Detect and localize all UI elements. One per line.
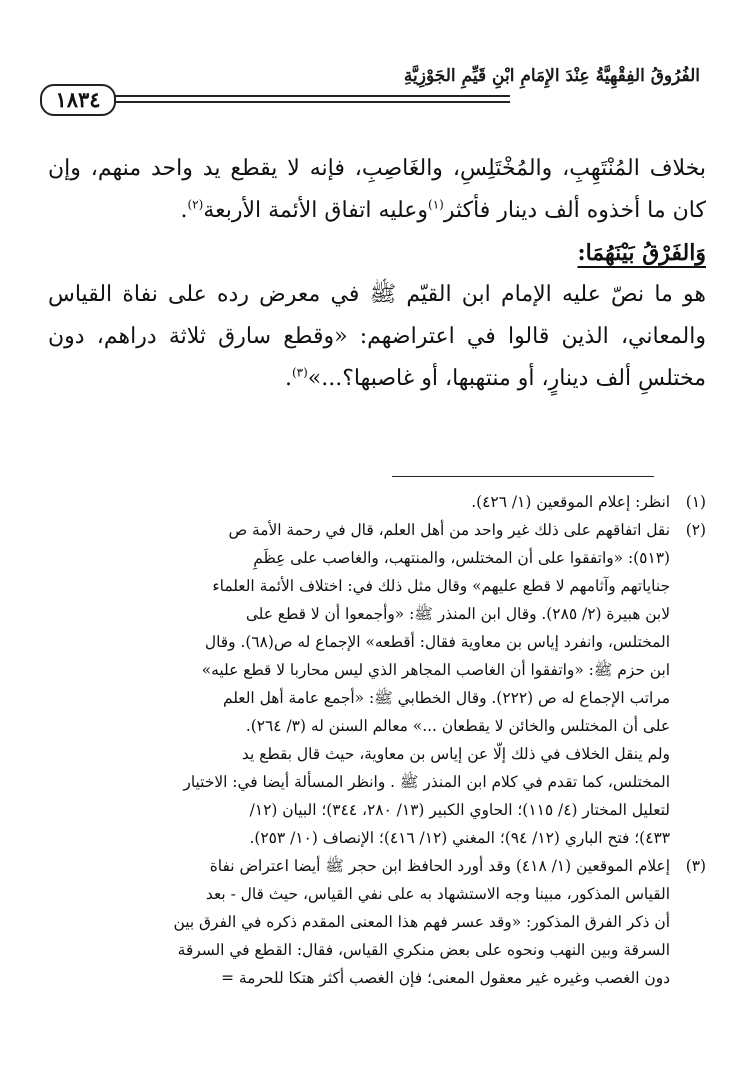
footnote-number: (٢) <box>685 521 706 539</box>
footnote-text <box>48 852 670 992</box>
footnote-number: (١) <box>685 493 706 511</box>
paragraph-1 <box>48 148 706 232</box>
paragraph-2 <box>48 274 706 400</box>
paragraph-1-text-b: وعليه اتفاق الأئمة الأربعة <box>203 198 429 223</box>
footnote-line: إعلام الموقعين (١/ ٤١٨) وقد أورد الحافظ ابن حجر ﷺ أيضا اعتراض نفاة <box>209 857 670 875</box>
footnote-line: ٤٣٣)؛ فتح الباري (١٢/ ٩٤)؛ المغني (١٢/ ٤١٦)؛ الإنصاف (١٠/ ٢٥٣). <box>249 829 670 847</box>
footnote-line: جناياتهم وآثامهم لا قطع عليهم» وقال مثل ذلك في: اختلاف الأئمة العلماء <box>212 577 670 595</box>
footnote <box>48 488 706 516</box>
footnotes <box>48 488 706 992</box>
footnote-line: نقل اتفاقهم على ذلك غير واحد من أهل العلم، قال في رحمة الأمة ص <box>228 521 670 539</box>
footnote-line: أن ذكر الفرق المذكور: «وقد عسر فهم هذا المعنى المقدم ذكره في الفرق بين <box>173 913 670 931</box>
footnote-line: المختلس، وانفرد إياس بن معاوية فقال: أقطعه» الإجماع له ص(٦٨). وقال <box>204 633 670 651</box>
footnote-ref-2[interactable]: (٢) <box>187 197 204 212</box>
footnote-line: المختلس، كما تقدم في كلام ابن المنذر ﷺ . وانظر المسألة أيضا في: الاختيار <box>183 773 670 791</box>
footnote-line: على أن المختلس والخائن لا يقطعان ...» معالم السنن له (٣/ ٢٦٤). <box>245 717 670 735</box>
footnote-line: لابن هبيرة (٢/ ٢٨٥). وقال ابن المنذر ﷺ: «وأجمعوا أن لا قطع على <box>245 605 670 623</box>
footnote-line: انظر: إعلام الموقعين (١/ ٤٢٦). <box>471 493 670 511</box>
paragraph-1-text: بخلاف المُنْتَهِبِ، والمُخْتَلِسِ، والغَاصِبِ، فإنه لا يقطع يد واحد منهم، وإن كان ما أخذوه ألف دينار فأكثر <box>48 156 706 223</box>
footnote-line: القياس المذكور، مبينا وجه الاستشهاد به على نفي القياس، حيث قال - بعد <box>205 885 670 903</box>
footnote-text <box>48 488 670 516</box>
footnote-line: ولم ينقل الخلاف في ذلك إلّا عن إياس بن معاوية، حيث قال بقطع يد <box>241 745 670 763</box>
footnote-line: مراتب الإجماع له ص (٢٢٢). وقال الخطابي ﷺ: «أجمع عامة أهل العلم <box>222 689 670 707</box>
footnote-line: ابن حزم ﷺ: «واتفقوا أن الغاصب المجاهر الذي ليس محاربا لا قطع عليه» <box>201 661 670 679</box>
paragraph-2-text: هو ما نصّ عليه الإمام ابن القيّم ﷺ في معرض رده على نفاة القياس والمعاني، الذين قالوا في اعتراضهم: «وقطع سارق ثلاثة دراهم، دون مختلسِ ألف دينارٍ، أو منتهبها، أو غاصبها؟...» <box>48 282 706 391</box>
book-title: الفُرُوقُ الفِقْهِيَّةُ عِنْدَ الإِمَامِ ابْنِ قَيِّمِ الجَوْزِيَّةِ <box>403 66 700 86</box>
footnote <box>48 516 706 852</box>
main-text <box>48 148 706 400</box>
page-number: ١٨٣٤ <box>40 84 116 116</box>
section-heading: وَالفَرْقُ بَيْنَهُمَا: <box>577 240 706 266</box>
footnote-text <box>48 516 670 852</box>
footnote-line: لتعليل المختار (٤/ ١١٥)؛ الحاوي الكبير (١٣/ ٢٨٠، ٣٤٤)؛ البيان (١٢/ <box>249 801 670 819</box>
footnote-separator <box>392 476 654 477</box>
footnote-line: (٥١٣): «واتفقوا على أن المختلس، والمنتهب، والغاصب على عِظَمِ <box>253 549 670 567</box>
footnote-ref-3[interactable]: (٣) <box>291 365 308 380</box>
footnote-line: دون الغصب وغيره غير معقول المعنى؛ فإن الغصب أكثر هتكا للحرمة = <box>221 969 670 987</box>
footnote-line: السرقة وبين النهب ونحوه على بعض منكري القياس، فقال: القطع في السرقة <box>177 941 670 959</box>
running-header <box>40 64 700 118</box>
footnote <box>48 852 706 992</box>
paragraph-1-end: . <box>180 198 188 223</box>
paragraph-2-end: . <box>284 366 292 391</box>
footnote-ref-1[interactable]: (١) <box>428 197 444 212</box>
footnote-number: (٣) <box>685 857 706 875</box>
